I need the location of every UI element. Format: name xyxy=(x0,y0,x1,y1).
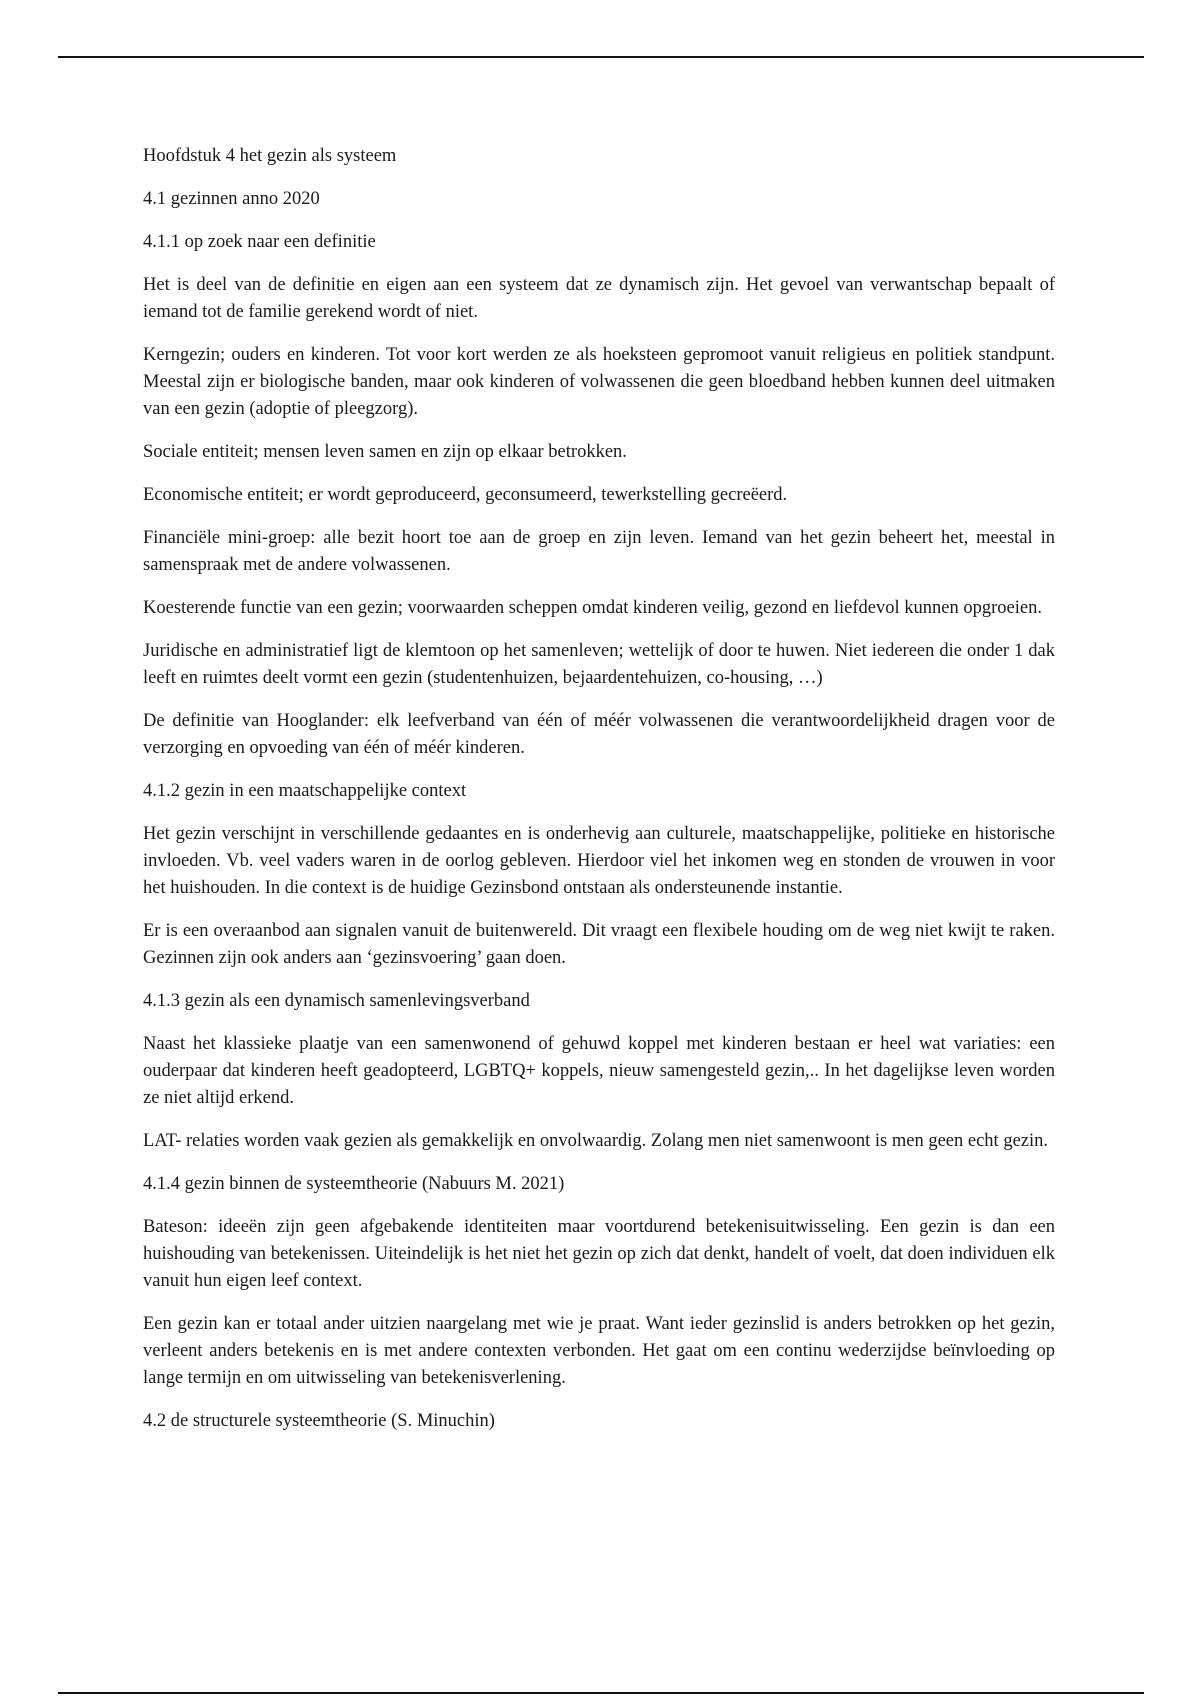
subsection-heading: 4.1.4 gezin binnen de systeemtheorie (Nabuurs M. 2021) xyxy=(143,1174,565,1194)
paragraph: Er is een overaanbod aan signalen vanuit de buitenwereld. Dit vraagt een flexibele houding om de weg niet kwijt te raken. Gezinnen zijn ook anders aan ‘gezinsvoering’ gaan doen. xyxy=(143,921,1055,968)
subsection-heading: 4.1.2 gezin in een maatschappelijke context xyxy=(143,781,467,801)
paragraph: Naast het klassieke plaatje van een samenwonend of gehuwd koppel met kinderen bestaan er heel wat variaties: een ouderpaar dat kinderen heeft geadopteerd, LGBTQ+ koppels, nieuw samengesteld gezin,.. In het dagelijkse leven worden ze niet altijd erkend. xyxy=(143,1034,1055,1108)
paragraph: Economische entiteit; er wordt geproduceerd, geconsumeerd, tewerkstelling gecreëerd. xyxy=(143,485,788,505)
bottom-rule xyxy=(58,1692,1144,1694)
paragraph: Financiële mini-groep: alle bezit hoort toe aan de groep en zijn leven. Iemand van het gezin beheert het, meestal in samenspraak met de andere volwassenen. xyxy=(143,528,1055,575)
paragraph: Juridische en administratief ligt de klemtoon op het samenleven; wettelijk of door te huwen. Niet iedereen die onder 1 dak leeft en ruimtes deelt vormt een gezin (studentenhuizen, bejaardentehuizen, co-housing, …) xyxy=(143,641,1055,688)
paragraph: Het gezin verschijnt in verschillende gedaantes en is onderhevig aan culturele, maatschappelijke, politieke en historische invloeden. Vb. veel vaders waren in de oorlog gebleven. Hierdoor viel het inkomen weg en stonden de vrouwen in voor het huishouden. In die context is de huidige Gezinsbond ontstaan als ondersteunende instantie. xyxy=(143,824,1055,898)
top-rule xyxy=(58,56,1144,58)
paragraph: Bateson: ideeën zijn geen afgebakende identiteiten maar voortdurend betekenisuitwisseling. Een gezin is dan een huishouding van betekenissen. Uiteindelijk is het niet het gezin op zich dat denkt, handelt of voelt, dat doen individuen elk vanuit hun eigen leef context. xyxy=(143,1217,1055,1291)
chapter-title: Hoofdstuk 4 het gezin als systeem xyxy=(143,146,397,166)
section-heading: 4.1 gezinnen anno 2020 xyxy=(143,189,320,209)
paragraph: Het is deel van de definitie en eigen aan een systeem dat ze dynamisch zijn. Het gevoel van verwantschap bepaalt of iemand tot de familie gerekend wordt of niet. xyxy=(143,275,1055,322)
subsection-heading: 4.1.1 op zoek naar een definitie xyxy=(143,232,376,252)
paragraph: De definitie van Hooglander: elk leefverband van één of méér volwassenen die verantwoordelijkheid dragen voor de verzorging en opvoeding van één of méér kinderen. xyxy=(143,711,1055,758)
paragraph: Koesterende functie van een gezin; voorwaarden scheppen omdat kinderen veilig, gezond en liefdevol kunnen opgroeien. xyxy=(143,598,1042,618)
paragraph: Kerngezin; ouders en kinderen. Tot voor kort werden ze als hoeksteen gepromoot vanuit religieus en politiek standpunt. Meestal zijn er biologische banden, maar ook kinderen of volwassenen die geen bloedband hebben kunnen deel uitmaken van een gezin (adoptie of pleegzorg). xyxy=(143,345,1055,419)
paragraph: Een gezin kan er totaal ander uitzien naargelang met wie je praat. Want ieder gezinslid is anders betrokken op het gezin, verleent anders betekenis en is met andere contexten verbonden. Het gaat om een continu wederzijdse beïnvloeding op lange termijn en om uitwisseling van betekenisverlening. xyxy=(143,1314,1055,1388)
paragraph: Sociale entiteit; mensen leven samen en zijn op elkaar betrokken. xyxy=(143,442,627,462)
document-body xyxy=(143,143,1055,1451)
paragraph: LAT- relaties worden vaak gezien als gemakkelijk en onvolwaardig. Zolang men niet samenwoont is men geen echt gezin. xyxy=(143,1131,1049,1151)
subsection-heading: 4.1.3 gezin als een dynamisch samenlevingsverband xyxy=(143,991,530,1011)
section-heading: 4.2 de structurele systeemtheorie (S. Minuchin) xyxy=(143,1411,495,1431)
